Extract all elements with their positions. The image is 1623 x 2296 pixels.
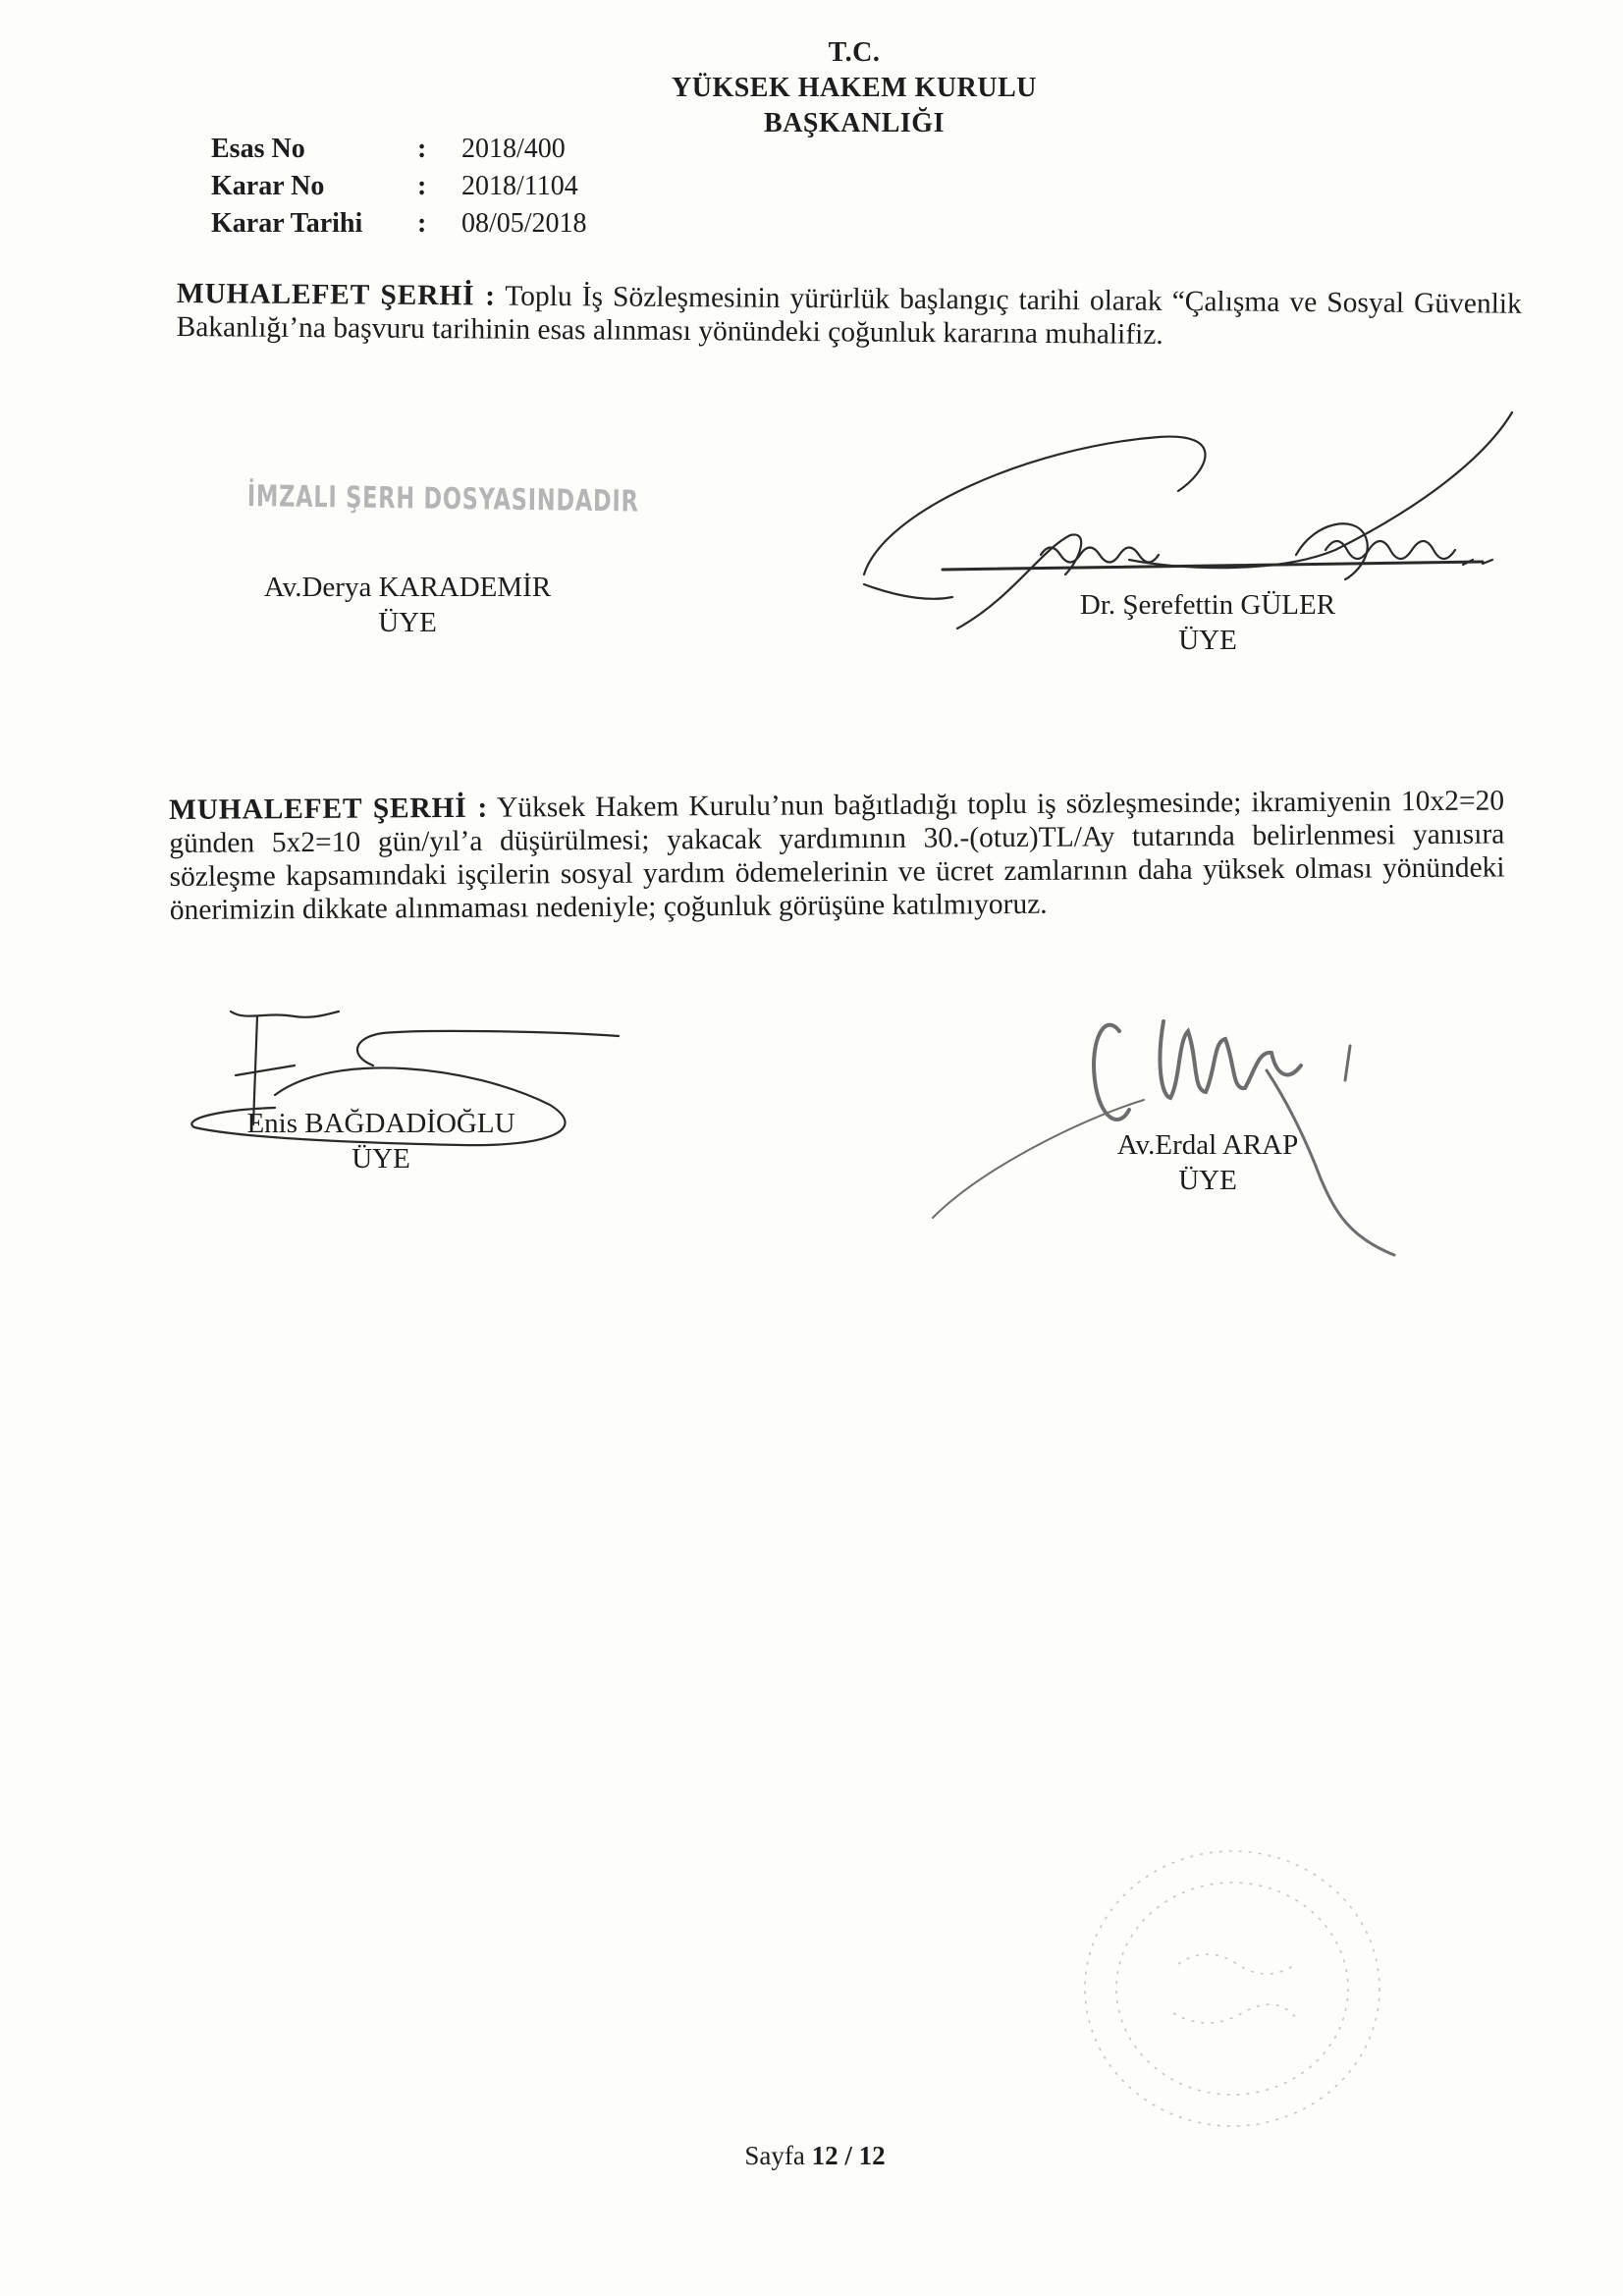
dissent-2-text: Yüksek Hakem Kurulu’nun bağıtladığı toplu iş sözleşmesinde; ikramiyenin 10x2=20 günden 5x2=10 gün/yıl’a düşürülmesi; yakacak yardımının 30.-(otuz)TL/Ay tutarında belirlenmesi yanısıra sözleşme kapsamındaki işçilerin sosyal yardım ödemelerinin ve ücret zamlarının daha yüksek olması yönündeki önerimizin dikkate alınmaması nedeniyle; çoğunluk görüşüne katılmıyoruz.: [169, 785, 1505, 926]
faded-seal: [1085, 1851, 1380, 2126]
karar-no-sep: :: [417, 171, 427, 201]
karar-tarihi-label: Karar Tarihi: [211, 208, 363, 239]
karar-no-value: 2018/1104: [461, 171, 578, 201]
page-prefix: Sayfa: [744, 2141, 805, 2170]
signatory-name: Av.Erdal ARAP: [1116, 1129, 1299, 1161]
karar-no-label: Karar No: [211, 171, 325, 201]
esas-no-label: Esas No: [211, 134, 305, 164]
signatory-role: ÜYE: [352, 1143, 410, 1175]
signatory-name: Enis BAĞDADİOĞLU: [246, 1108, 515, 1139]
page-count: 12 / 12: [811, 2141, 886, 2170]
header-institution: YÜKSEK HAKEM KURULU: [672, 73, 1037, 103]
signatory-name: Av.Derya KARADEMİR: [263, 572, 552, 603]
page-number: [687, 2141, 943, 2171]
header-tc: T.C.: [828, 37, 881, 68]
signatory-derya: [226, 570, 589, 640]
dissent-paragraph-2: [169, 785, 1505, 927]
dissent-1-heading: MUHALEFET ŞERHİ :: [176, 277, 496, 312]
dissent-paragraph-1: [176, 277, 1521, 355]
esas-no-value: 2018/400: [461, 134, 566, 164]
signed-dissent-stamp: İMZALI ŞERH DOSYASINDADIR: [246, 479, 639, 519]
esas-no-sep: :: [417, 134, 427, 164]
dissent-2-heading: MUHALEFET ŞERHİ :: [169, 792, 489, 826]
signatory-role: ÜYE: [1178, 625, 1237, 656]
signatory-name: Dr. Şerefettin GÜLER: [1079, 589, 1336, 621]
signatory-role: ÜYE: [1178, 1165, 1237, 1196]
signatory-enis: [214, 1106, 548, 1176]
signatory-serefettin: [1041, 587, 1375, 658]
dissent-1-text: Toplu İş Sözleşmesinin yürürlük başlangıç tarihi olarak “Çalışma ve Sosyal Güvenlik Bakanlığı’na başvuru tarihinin esas alınması yönündeki çoğunluk kararına muhalifiz.: [176, 280, 1522, 351]
karar-tarihi-value: 08/05/2018: [461, 208, 587, 239]
signatory-erdal: [1060, 1127, 1355, 1198]
signatory-role: ÜYE: [378, 607, 437, 638]
karar-tarihi-sep: :: [417, 208, 427, 239]
header-presidency: BAŞKANLIĞI: [764, 108, 945, 138]
